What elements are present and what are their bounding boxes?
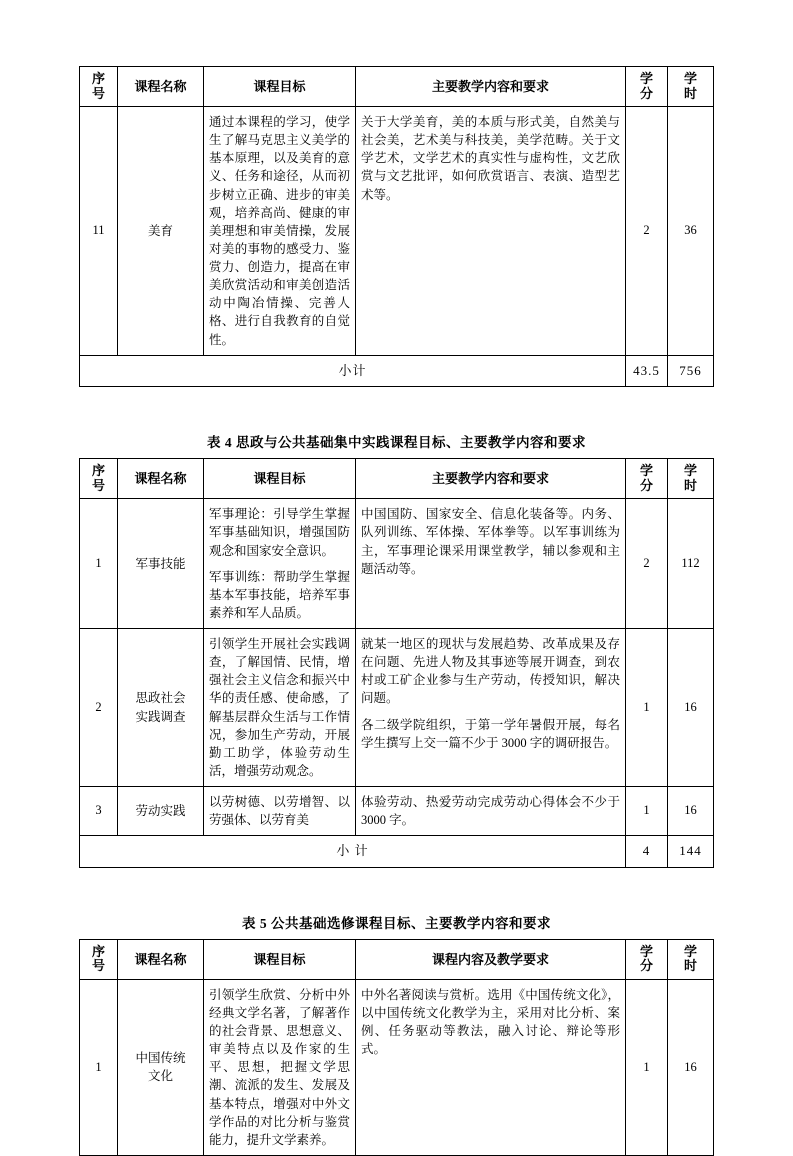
cell-seq: 3 — [80, 787, 118, 836]
cell-credit: 1 — [626, 787, 668, 836]
header-content: 课程内容及教学要求 — [356, 939, 626, 979]
table-row — [80, 979, 714, 1155]
spacer — [79, 387, 714, 431]
cell-seq: 1 — [80, 499, 118, 629]
goal-paragraph: 军事理论：引导学生掌握军事基础知识，增强国防观念和国家安全意识。 — [209, 507, 350, 558]
header-course-name: 课程名称 — [118, 67, 204, 107]
header-content: 主要教学内容和要求 — [356, 459, 626, 499]
table5-title: 表 5 公共基础选修课程目标、主要教学内容和要求 — [242, 915, 551, 931]
table-row — [80, 629, 714, 787]
header-course-goal: 课程目标 — [204, 459, 356, 499]
cell-seq: 1 — [80, 979, 118, 1155]
cell-course-name: 劳动实践 — [118, 787, 204, 836]
table-header-row — [80, 459, 714, 499]
header-hours: 学 时 — [668, 459, 714, 499]
cell-course-goal: 引领学生欣赏、分析中外经典文学名著，了解著作的社会背景、思想意义、审美特点以及作家的生平、思想，把握文学思潮、流派的发生、发展及基本特点，增强对中外文学作品的对比分析与鉴赏能力，提升文学素养。 — [204, 979, 356, 1155]
table-row — [80, 499, 714, 629]
course-name-line: 文化 — [147, 1069, 173, 1084]
cell-content: 体验劳动、热爱劳动完成劳动心得体会不少于 3000 字。 — [356, 787, 626, 836]
goal-paragraph: 军事训练：帮助学生掌握基本军事技能，培养军事素养和军人品质。 — [209, 569, 350, 620]
cell-course-goal: 通过本课程的学习，使学生了解马克思主义美学的基本原理，以及美育的意义、任务和途径，从而初步树立正确、进步的审美观，培养高尚、健康的审美理想和审美情操，发展对美的事物的感受力、鉴赏力、创造力，提高在审美欣赏活动和审美创造活动中陶冶情操、完善人格、进行自我教育的自觉性。 — [204, 107, 356, 356]
cell-course-goal: 引领学生开展社会实践调查，了解国情、民情，增强社会主义信念和振兴中华的责任感、使命感，了解基层群众生活与工作情况，参加生产劳动，开展勤工助学，体验劳动生活，增强劳动观念。 — [204, 629, 356, 787]
header-content: 主要教学内容和要求 — [356, 67, 626, 107]
table4-title: 表 4 思政与公共基础集中实践课程目标、主要教学内容和要求 — [207, 435, 586, 451]
cell-course-goal — [204, 499, 356, 629]
cell-content: 中外名著阅读与赏析。选用《中国传统文化》，以中国传统文化教学为主，采用对比分析、案例、任务驱动等教法，融入讨论、辩论等形式。 — [356, 979, 626, 1155]
cell-hours: 16 — [668, 629, 714, 787]
subtotal-row — [80, 836, 714, 867]
subtotal-credit: 43.5 — [626, 355, 668, 386]
cell-credit: 2 — [626, 499, 668, 629]
subtotal-credit: 4 — [626, 836, 668, 867]
header-hours: 学 时 — [668, 67, 714, 107]
header-hours: 学 时 — [668, 939, 714, 979]
cell-hours: 36 — [668, 107, 714, 356]
cell-hours: 112 — [668, 499, 714, 629]
cell-course-name — [118, 979, 204, 1155]
table-header-row — [80, 939, 714, 979]
subtotal-row — [80, 355, 714, 386]
header-seq: 序 号 — [80, 459, 118, 499]
table-elective-courses — [79, 939, 714, 1156]
cell-credit: 2 — [626, 107, 668, 356]
subtotal-label: 小 计 — [80, 836, 626, 867]
cell-course-goal: 以劳树德、以劳增智、以劳强体、以劳育美 — [204, 787, 356, 836]
header-seq: 序 号 — [80, 939, 118, 979]
header-seq: 序 号 — [80, 67, 118, 107]
spacer — [79, 868, 714, 912]
header-course-name: 课程名称 — [118, 939, 204, 979]
header-course-goal: 课程目标 — [204, 67, 356, 107]
content-paragraph: 就某一地区的现状与发展趋势、改革成果及存在问题、先进人物及其事迹等展开调查，到农村或工矿企业参与生产劳动，传授知识，解决问题。 — [361, 637, 620, 706]
table-header-row — [80, 67, 714, 107]
cell-credit: 1 — [626, 979, 668, 1155]
subtotal-hours: 144 — [668, 836, 714, 867]
header-course-goal: 课程目标 — [204, 939, 356, 979]
table-beauty-education — [79, 66, 714, 387]
header-credit: 学 分 — [626, 459, 668, 499]
cell-course-name — [118, 629, 204, 787]
cell-seq: 11 — [80, 107, 118, 356]
course-name-line: 中国传统 — [135, 1051, 186, 1066]
header-credit: 学 分 — [626, 67, 668, 107]
cell-course-name: 军事技能 — [118, 499, 204, 629]
cell-content: 关于大学美育，美的本质与形式美，自然美与社会美，艺术美与科技美，美学范畴。关于文学艺术，文学艺术的真实性与虚构性，文艺欣赏与文艺批评，如何欣赏语言、表演、造型艺术等。 — [356, 107, 626, 356]
cell-hours: 16 — [668, 787, 714, 836]
cell-seq: 2 — [80, 629, 118, 787]
cell-content — [356, 629, 626, 787]
table-row — [80, 787, 714, 836]
header-course-name: 课程名称 — [118, 459, 204, 499]
cell-credit: 1 — [626, 629, 668, 787]
course-name-line: 实践调查 — [135, 709, 186, 724]
cell-hours: 16 — [668, 979, 714, 1155]
course-name-line: 思政社会 — [135, 691, 186, 706]
subtotal-hours: 756 — [668, 355, 714, 386]
table-row — [80, 107, 714, 356]
subtotal-label: 小计 — [80, 355, 626, 386]
cell-content: 中国国防、国家安全、信息化装备等。内务、队列训练、军体操、军体拳等。以军事训练为主，军事理论课采用课堂教学，辅以参观和主题活动等。 — [356, 499, 626, 629]
cell-course-name: 美育 — [118, 107, 204, 356]
content-paragraph: 各二级学院组织，于第一学年暑假开展，每名学生撰写上交一篇不少于 3000 字的调研报告。 — [361, 717, 620, 750]
table-practice-courses — [79, 458, 714, 868]
header-credit: 学 分 — [626, 939, 668, 979]
